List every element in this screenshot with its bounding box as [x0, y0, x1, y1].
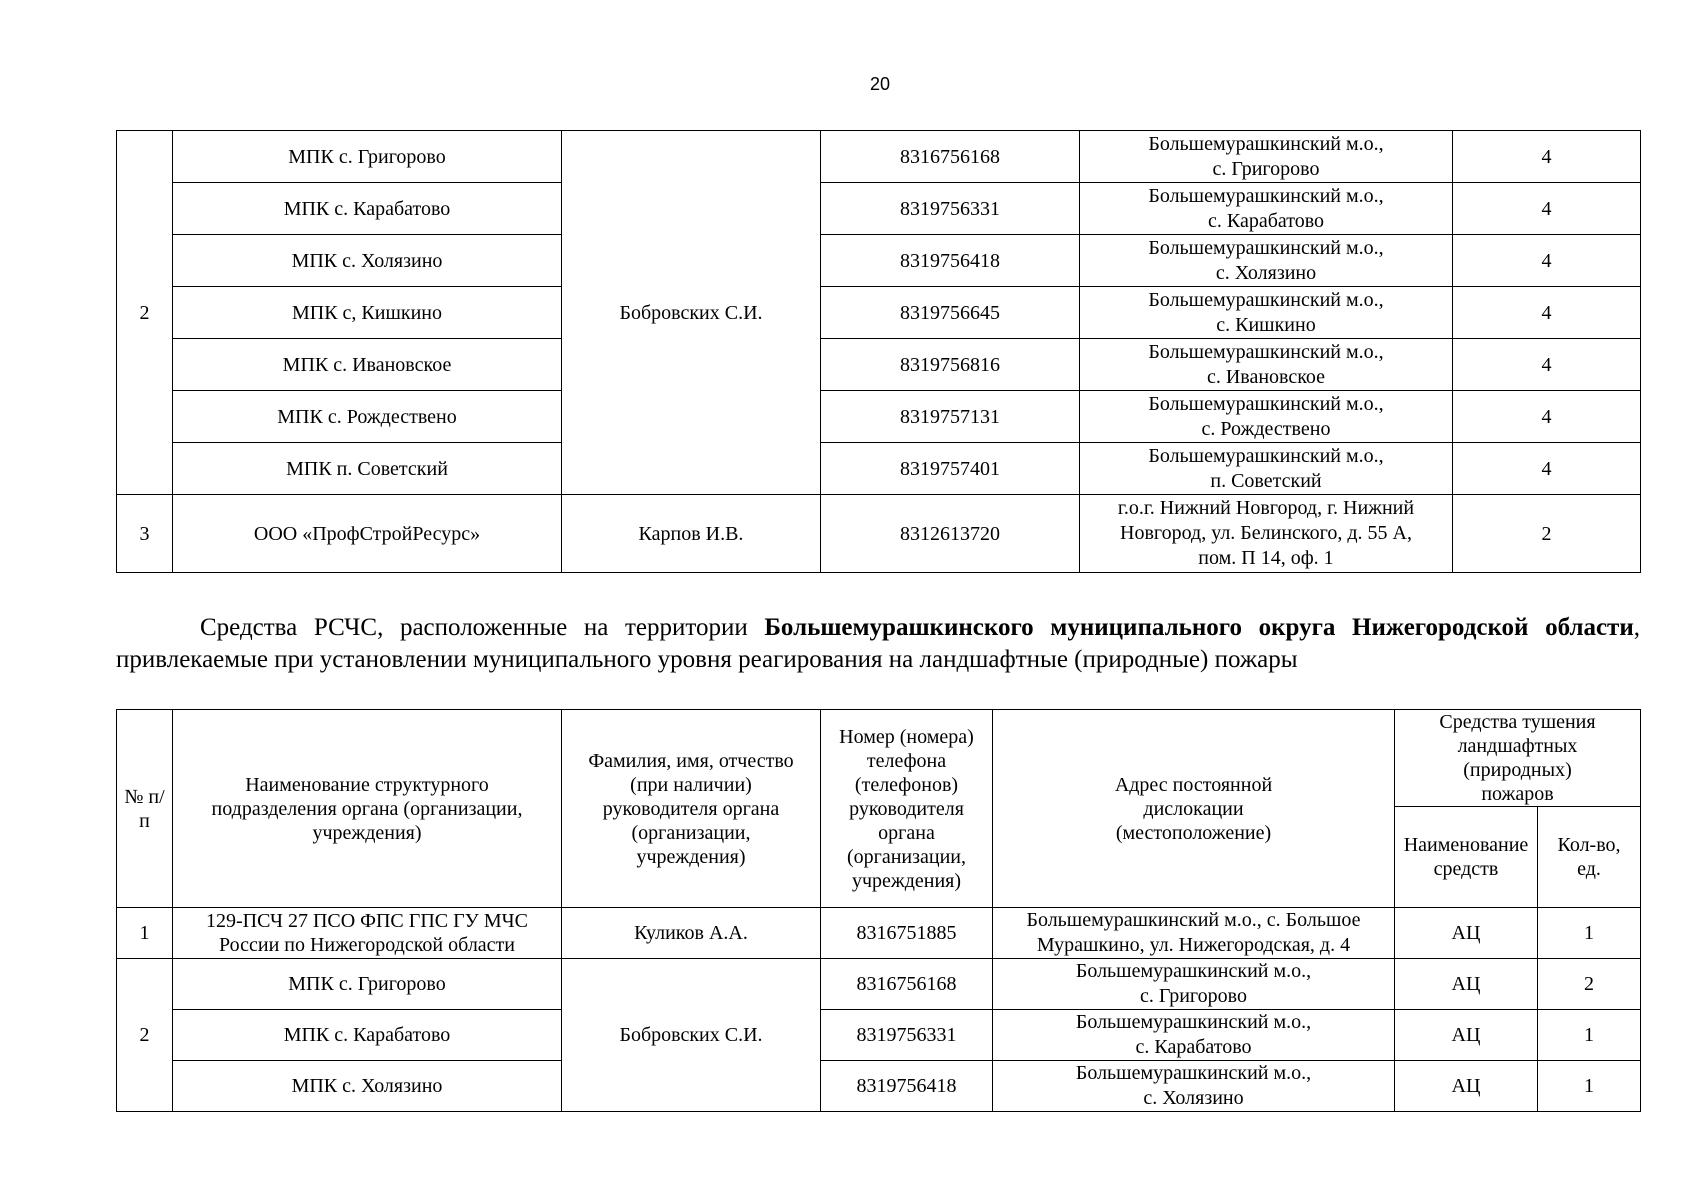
quantity: 4 — [1453, 443, 1641, 495]
quantity: 4 — [1453, 183, 1641, 235]
phone-number: 8319756331 — [821, 1010, 993, 1061]
table-row — [117, 339, 1641, 391]
quantity: 4 — [1453, 287, 1641, 339]
head-name: Карпов И.В. — [562, 495, 821, 573]
unit-name: МПК с. Карабатово — [173, 183, 562, 235]
unit-name: МПК с. Ивановское — [173, 339, 562, 391]
landscape-fire-units-table — [116, 709, 1641, 1112]
table-row — [117, 495, 1641, 573]
table-row — [117, 391, 1641, 443]
phone-number: 8319756816 — [821, 339, 1080, 391]
unit-name: МПК с. Рождествено — [173, 391, 562, 443]
address-cell: г.о.г. Нижний Новгород, г. Нижний Новгород, ул. Белинского, д. 55 А, пом. П 14, оф. 1 — [1080, 495, 1453, 573]
header-num: № п/п — [117, 710, 173, 908]
address-cell: Большемурашкинский м.о., с. Григорово — [1080, 131, 1453, 183]
header-phone: Номер (номера) телефона (телефонов) руководителя органа (организации, учреждения) — [821, 710, 993, 908]
unit-name: МПК с. Холязино — [173, 235, 562, 287]
address-cell: Большемурашкинский м.о., с. Карабатово — [993, 1010, 1395, 1061]
row-number: 2 — [117, 131, 173, 495]
phone-number: 8319756645 — [821, 287, 1080, 339]
phone-number: 8319757131 — [821, 391, 1080, 443]
quantity: 4 — [1453, 339, 1641, 391]
address-cell: Большемурашкинский м.о., с. Григорово — [993, 959, 1395, 1010]
means-name: АЦ — [1395, 1061, 1538, 1112]
section-caption: Средства РСЧС, расположенные на территории Большемурашкинского муниципального округа Нижегородской области, привлекаемые при установлении муниципального уровня реагирования на ландшафтные (природные) пожары — [116, 614, 1640, 673]
quantity: 2 — [1453, 495, 1641, 573]
means-qty: 1 — [1538, 1010, 1641, 1061]
phone-number: 8319756418 — [821, 235, 1080, 287]
means-qty: 1 — [1538, 1061, 1641, 1112]
unit-name: МПК с, Кишкино — [173, 287, 562, 339]
unit-name: МПК с. Карабатово — [173, 1010, 562, 1061]
address-cell: Большемурашкинский м.о., с. Кишкино — [1080, 287, 1453, 339]
unit-name: МПК с. Григорово — [173, 131, 562, 183]
address-cell: Большемурашкинский м.о., с. Большое Мурашкино, ул. Нижегородская, д. 4 — [993, 908, 1395, 959]
unit-name: 129-ПСЧ 27 ПСО ФПС ГПС ГУ МЧС России по Нижегородской области — [173, 908, 562, 959]
means-qty: 2 — [1538, 959, 1641, 1010]
table-row — [117, 287, 1641, 339]
caption-bold: Большемурашкинского муниципального округа Нижегородской области — [764, 614, 1634, 641]
header-address: Адрес постоянной дислокации (местоположение) — [993, 710, 1395, 908]
unit-name: МПК с. Григорово — [173, 959, 562, 1010]
address-cell: Большемурашкинский м.о., с. Рождествено — [1080, 391, 1453, 443]
header-head-name: Фамилия, имя, отчество (при наличии) руководителя органа (организации, учреждения) — [562, 710, 821, 908]
table-row — [117, 183, 1641, 235]
means-qty: 1 — [1538, 908, 1641, 959]
address-cell: Большемурашкинский м.о., с. Карабатово — [1080, 183, 1453, 235]
table-row — [117, 443, 1641, 495]
means-name: АЦ — [1395, 959, 1538, 1010]
quantity: 4 — [1453, 131, 1641, 183]
row-number: 3 — [117, 495, 173, 573]
address-cell: Большемурашкинский м.о., с. Холязино — [1080, 235, 1453, 287]
address-cell: Большемурашкинский м.о., п. Советский — [1080, 443, 1453, 495]
quantity: 4 — [1453, 235, 1641, 287]
phone-number: 8319756418 — [821, 1061, 993, 1112]
unit-name: МПК с. Холязино — [173, 1061, 562, 1112]
means-name: АЦ — [1395, 908, 1538, 959]
quantity: 4 — [1453, 391, 1641, 443]
head-name: Куликов А.А. — [562, 908, 821, 959]
unit-name: МПК п. Советский — [173, 443, 562, 495]
header-means: Средства тушения ландшафтных (природных) пожаров — [1395, 710, 1641, 807]
page-number: 20 — [869, 74, 891, 94]
phone-number: 8319756331 — [821, 183, 1080, 235]
units-table-continued — [116, 130, 1641, 573]
table-row — [117, 908, 1641, 959]
address-cell: Большемурашкинский м.о., с. Холязино — [993, 1061, 1395, 1112]
table-row — [117, 235, 1641, 287]
header-unit-name: Наименование структурного подразделения органа (организации, учреждения) — [173, 710, 562, 908]
phone-number: 8316756168 — [821, 131, 1080, 183]
table-row — [117, 131, 1641, 183]
table-row — [117, 1061, 1641, 1112]
head-name: Бобровских С.И. — [562, 131, 821, 495]
phone-number: 8319757401 — [821, 443, 1080, 495]
address-cell: Большемурашкинский м.о., с. Ивановское — [1080, 339, 1453, 391]
head-name: Бобровских С.И. — [562, 959, 821, 1112]
means-name: АЦ — [1395, 1010, 1538, 1061]
phone-number: 8312613720 — [821, 495, 1080, 573]
table-row — [117, 959, 1641, 1010]
header-means-qty: Кол-во, ед. — [1538, 807, 1641, 908]
phone-number: 8316751885 — [821, 908, 993, 959]
row-number: 2 — [117, 959, 173, 1112]
table-row — [117, 1010, 1641, 1061]
header-means-name: Наименование средств — [1395, 807, 1538, 908]
table-header-row — [117, 710, 1641, 807]
unit-name: ООО «ПрофСтройРесурс» — [173, 495, 562, 573]
row-number: 1 — [117, 908, 173, 959]
phone-number: 8316756168 — [821, 959, 993, 1010]
